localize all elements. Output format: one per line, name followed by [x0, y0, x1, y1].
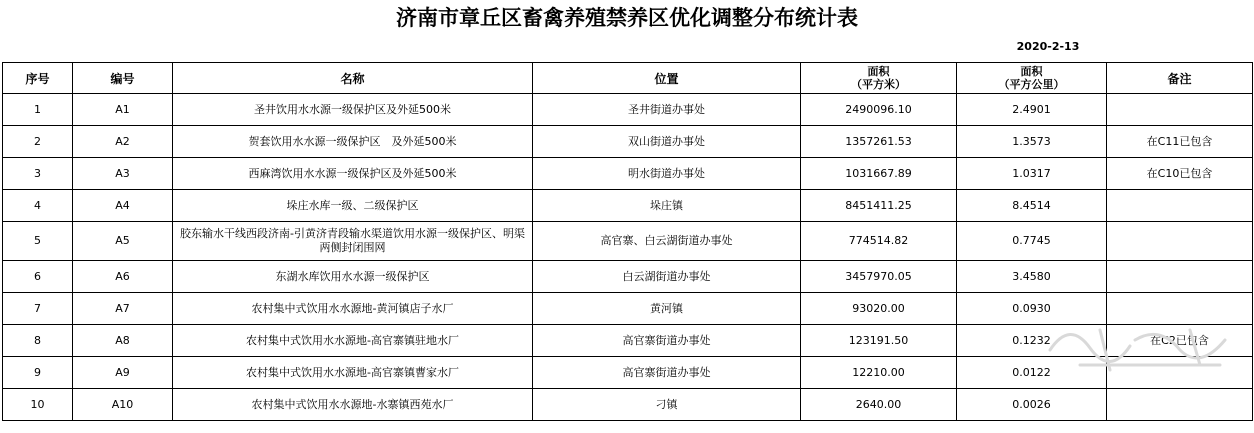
cell-area-km2[interactable]: 0.1232	[957, 325, 1107, 357]
cell-area-m2[interactable]: 3457970.05	[801, 261, 957, 293]
cell-area-m2[interactable]: 1357261.53	[801, 126, 957, 158]
cell-seq[interactable]: 4	[3, 190, 73, 222]
cell-location[interactable]: 白云湖街道办事处	[533, 261, 801, 293]
cell-note[interactable]	[1107, 222, 1253, 261]
cell-seq[interactable]: 2	[3, 126, 73, 158]
cell-seq[interactable]: 9	[3, 357, 73, 389]
cell-location[interactable]: 双山街道办事处	[533, 126, 801, 158]
cell-area-km2[interactable]: 8.4514	[957, 190, 1107, 222]
cell-code[interactable]: A3	[73, 158, 173, 190]
cell-area-km2[interactable]: 0.0122	[957, 357, 1107, 389]
table-row	[3, 389, 1253, 421]
table-row	[3, 94, 1253, 126]
cell-note[interactable]: 在C10已包含	[1107, 158, 1253, 190]
table-row	[3, 293, 1253, 325]
cell-name[interactable]: 农村集中式饮用水水源地-黄河镇店子水厂	[173, 293, 533, 325]
cell-note[interactable]: 在C2已包含	[1107, 325, 1253, 357]
header-area-km2-line2: （平方公里）	[998, 78, 1065, 91]
cell-name[interactable]: 胶东输水干线西段济南-引黄济青段输水渠道饮用水源一级保护区、明渠两侧封闭围网	[173, 222, 533, 261]
header-area-km2-line1: 面积	[1020, 65, 1043, 78]
cell-area-km2[interactable]: 0.7745	[957, 222, 1107, 261]
cell-note[interactable]: 在C11已包含	[1107, 126, 1253, 158]
cell-seq[interactable]: 10	[3, 389, 73, 421]
cell-area-m2[interactable]: 1031667.89	[801, 158, 957, 190]
table-row	[3, 261, 1253, 293]
cell-name[interactable]: 东湖水库饮用水水源一级保护区	[173, 261, 533, 293]
cell-area-m2[interactable]: 2490096.10	[801, 94, 957, 126]
cell-name[interactable]: 农村集中式饮用水水源地-高官寨镇曹家水厂	[173, 357, 533, 389]
cell-location[interactable]: 高官寨街道办事处	[533, 357, 801, 389]
cell-area-m2[interactable]: 93020.00	[801, 293, 957, 325]
cell-area-km2[interactable]: 1.3573	[957, 126, 1107, 158]
header-area-km2	[957, 63, 1107, 94]
cell-area-m2[interactable]: 123191.50	[801, 325, 957, 357]
cell-area-km2[interactable]: 2.4901	[957, 94, 1107, 126]
cell-area-km2[interactable]: 0.0930	[957, 293, 1107, 325]
cell-code[interactable]: A7	[73, 293, 173, 325]
cell-code[interactable]: A10	[73, 389, 173, 421]
statistics-table	[2, 62, 1253, 421]
cell-area-m2[interactable]: 8451411.25	[801, 190, 957, 222]
table-date: 2020-2-13	[1016, 40, 1080, 53]
cell-area-m2[interactable]: 774514.82	[801, 222, 957, 261]
header-area-m2-line1: 面积	[867, 65, 890, 78]
cell-area-m2[interactable]: 12210.00	[801, 357, 957, 389]
cell-note[interactable]	[1107, 389, 1253, 421]
cell-code[interactable]: A1	[73, 94, 173, 126]
cell-seq[interactable]: 6	[3, 261, 73, 293]
cell-seq[interactable]: 5	[3, 222, 73, 261]
cell-location[interactable]: 黄河镇	[533, 293, 801, 325]
cell-area-km2[interactable]: 3.4580	[957, 261, 1107, 293]
header-area-m2-line2: （平方米）	[851, 78, 906, 91]
cell-code[interactable]: A6	[73, 261, 173, 293]
cell-name[interactable]: 圣井饮用水水源一级保护区及外延500米	[173, 94, 533, 126]
header-area-m2	[801, 63, 957, 94]
header-name: 名称	[173, 63, 533, 94]
cell-note[interactable]	[1107, 293, 1253, 325]
table-title: 济南市章丘区畜禽养殖禁养区优化调整分布统计表	[396, 5, 858, 30]
cell-name[interactable]: 西麻湾饮用水水源一级保护区及外延500米	[173, 158, 533, 190]
cell-code[interactable]: A4	[73, 190, 173, 222]
cell-name[interactable]: 农村集中式饮用水水源地-高官寨镇驻地水厂	[173, 325, 533, 357]
cell-seq[interactable]: 1	[3, 94, 73, 126]
cell-area-km2[interactable]: 1.0317	[957, 158, 1107, 190]
header-location: 位置	[533, 63, 801, 94]
header-row	[3, 63, 1253, 94]
table-row	[3, 357, 1253, 389]
cell-location[interactable]: 垛庄镇	[533, 190, 801, 222]
cell-seq[interactable]: 7	[3, 293, 73, 325]
cell-note[interactable]	[1107, 357, 1253, 389]
cell-code[interactable]: A8	[73, 325, 173, 357]
cell-seq[interactable]: 8	[3, 325, 73, 357]
cell-code[interactable]: A9	[73, 357, 173, 389]
cell-location[interactable]: 高官寨、白云湖街道办事处	[533, 222, 801, 261]
cell-area-km2[interactable]: 0.0026	[957, 389, 1107, 421]
cell-note[interactable]	[1107, 190, 1253, 222]
cell-seq[interactable]: 3	[3, 158, 73, 190]
cell-location[interactable]: 刁镇	[533, 389, 801, 421]
cell-note[interactable]	[1107, 94, 1253, 126]
cell-name[interactable]: 农村集中式饮用水水源地-水寨镇西苑水厂	[173, 389, 533, 421]
table-row	[3, 190, 1253, 222]
table-row	[3, 126, 1253, 158]
table-row	[3, 325, 1253, 357]
cell-name[interactable]: 贺套饮用水水源一级保护区 及外延500米	[173, 126, 533, 158]
cell-location[interactable]: 明水街道办事处	[533, 158, 801, 190]
cell-location[interactable]: 高官寨街道办事处	[533, 325, 801, 357]
cell-code[interactable]: A2	[73, 126, 173, 158]
header-seq: 序号	[3, 63, 73, 94]
cell-note[interactable]	[1107, 261, 1253, 293]
cell-code[interactable]: A5	[73, 222, 173, 261]
cell-name[interactable]: 垛庄水库一级、二级保护区	[173, 190, 533, 222]
cell-area-m2[interactable]: 2640.00	[801, 389, 957, 421]
header-code: 编号	[73, 63, 173, 94]
table-row	[3, 222, 1253, 261]
cell-location[interactable]: 圣井街道办事处	[533, 94, 801, 126]
table-row	[3, 158, 1253, 190]
header-note: 备注	[1107, 63, 1253, 94]
